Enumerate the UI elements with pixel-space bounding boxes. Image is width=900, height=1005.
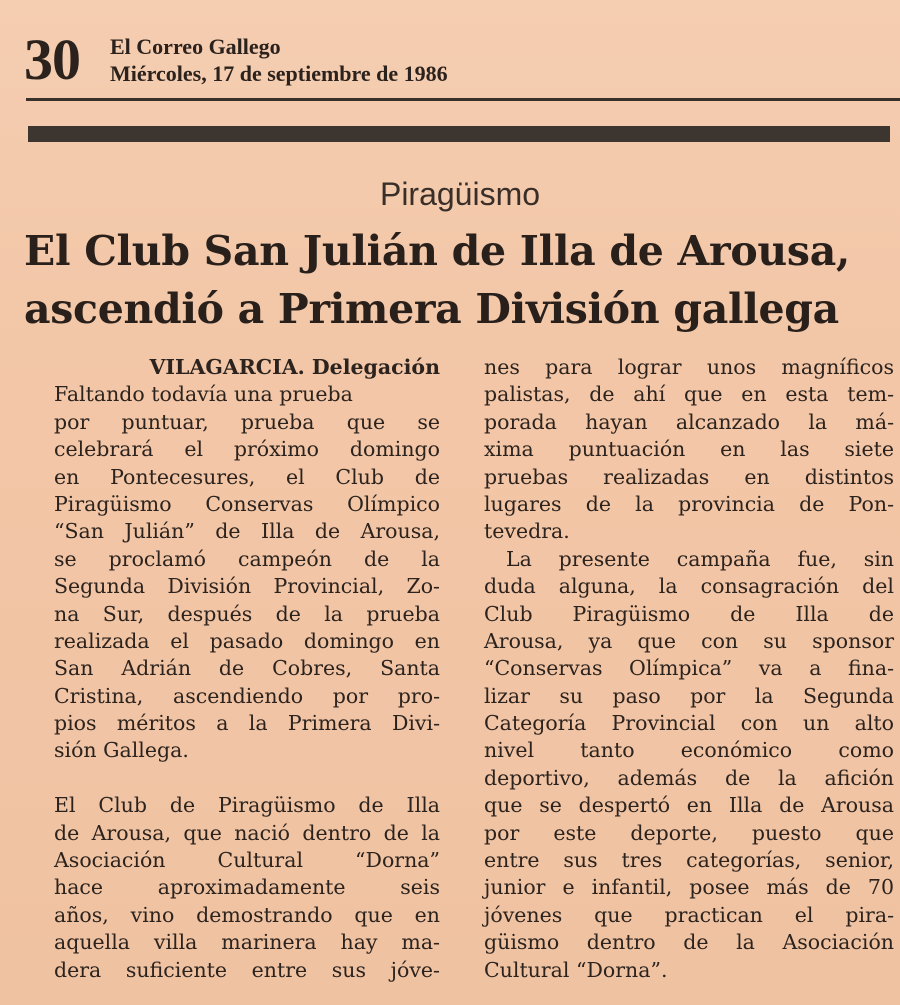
text-line: entre sus tres categorías, senior, xyxy=(484,848,894,873)
text-line: Cristina, ascendiendo por pro- xyxy=(54,683,440,708)
text-line: en Pontecesures, el Club de xyxy=(54,464,440,489)
text-line: xima puntuación en las siete xyxy=(484,437,894,462)
text-line: se proclamó campeón de la xyxy=(54,546,440,571)
text-line: Arousa, ya que con su sponsor xyxy=(484,628,894,653)
text-line: pruebas realizadas en distintos xyxy=(484,464,894,489)
text-line: celebrará el próximo domingo xyxy=(54,437,440,462)
text-line: Club Piragüismo de Illa de xyxy=(484,601,894,626)
text-line: La presente campaña fue, sin xyxy=(506,546,894,571)
text-line: Piragüismo Conservas Olímpico xyxy=(54,491,440,516)
text-line: hace aproximadamente seis xyxy=(54,875,440,900)
article-column-left xyxy=(54,354,440,984)
text-line: Cultural “Dorna”. xyxy=(484,957,668,982)
text-line: palistas, de ahí que en esta tem- xyxy=(484,382,894,407)
dateline: VILAGARCIA. Delegación xyxy=(149,355,440,379)
text-line: Segunda División Provincial, Zo- xyxy=(54,574,440,599)
page-number: 30 xyxy=(24,27,80,92)
text-line: “San Julián” de Illa de Arousa, xyxy=(54,519,440,544)
text-line: nivel tanto económico como xyxy=(484,738,894,763)
text-line: deportivo, además de la afición xyxy=(484,765,894,790)
text-line: dera suficiente entre sus jóve- xyxy=(54,957,440,982)
text-line: junior e infantil, posee más de 70 xyxy=(484,875,894,900)
text-line: sión Gallega. xyxy=(54,738,189,763)
text-line: porada hayan alcanzado la má- xyxy=(484,409,894,434)
text-line: pios méritos a la Primera Divi- xyxy=(54,711,440,736)
text-line: que se despertó en Illa de Arousa xyxy=(484,793,894,818)
section-kicker: Piragüismo xyxy=(379,176,541,212)
article-headline xyxy=(24,222,900,338)
text-line: años, vino demostrando que en xyxy=(54,902,440,927)
text-line: duda alguna, la consagración del xyxy=(484,574,894,599)
text-line: por puntuar, prueba que se xyxy=(54,409,440,434)
text-line: jóvenes que practican el pira- xyxy=(484,902,894,927)
text-line: El Club de Piragüismo de Illa xyxy=(54,793,440,818)
text-line: Categoría Provincial con un alto xyxy=(484,711,894,736)
text-line: realizada el pasado domingo en xyxy=(54,628,440,653)
text-line: güismo dentro de la Asociación xyxy=(484,930,894,955)
text-line: por este deporte, puesto que xyxy=(484,820,894,845)
text-line: tevedra. xyxy=(484,519,570,544)
masthead xyxy=(110,34,448,88)
header-rule xyxy=(26,98,900,101)
paragraph-gap xyxy=(54,765,440,792)
newspaper-name: El Correo Gallego xyxy=(110,34,281,59)
publication-date: Miércoles, 17 de septiembre de 1986 xyxy=(110,61,448,86)
section-bar xyxy=(28,126,890,142)
text-line: lugares de la provincia de Pon- xyxy=(484,491,894,516)
text-line: de Arousa, que nació dentro de la xyxy=(54,820,440,845)
headline-line: El Club San Julián de Illa de Arousa, xyxy=(24,227,850,275)
text-line: aquella villa marinera hay ma- xyxy=(54,930,440,955)
text-line: “Conservas Olímpica” va a fina- xyxy=(484,656,894,681)
text-line: na Sur, después de la prueba xyxy=(54,601,440,626)
text-line: nes para lograr unos magníficos xyxy=(484,355,894,379)
text-line: Faltando todavía una prueba xyxy=(54,382,353,407)
text-line: Asociación Cultural “Dorna” xyxy=(54,848,440,873)
headline-line: ascendió a Primera División gallega xyxy=(24,285,839,333)
text-line: San Adrián de Cobres, Santa xyxy=(54,656,440,681)
text-line: lizar su paso por la Segunda xyxy=(484,683,894,708)
article-column-right xyxy=(484,354,894,984)
